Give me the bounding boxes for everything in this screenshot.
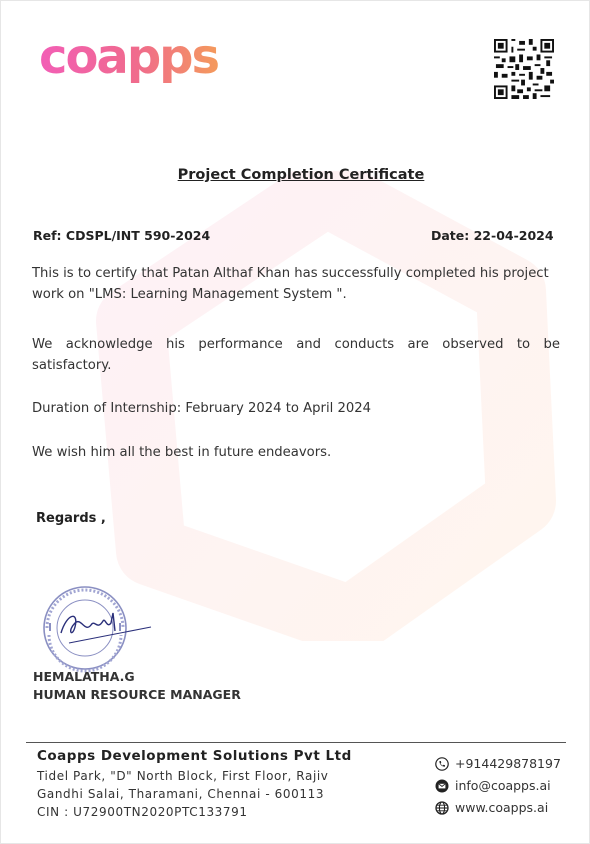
company-seal-and-signature [39, 583, 159, 673]
qr-code-icon [493, 39, 555, 99]
acknowledgement-paragraph: We acknowledge his performance and conducts are observed to be satisfactory. [32, 337, 560, 373]
address-line-1: Tidel Park, "D" North Block, First Floor, Rajiv [37, 769, 329, 783]
mail-icon [435, 779, 449, 793]
phone-number: +914429878197 [455, 756, 561, 771]
coapps-logo: coapps [39, 29, 219, 85]
certification-paragraph: This is to certify that Patan Althaf Khan has successfully completed his project work on "LMS: Learning Management System ". [32, 266, 549, 302]
contact-website [435, 800, 548, 815]
signatory-name: HEMALATHA.G [33, 669, 135, 684]
duration-paragraph: Duration of Internship: February 2024 to April 2024 [32, 401, 372, 416]
company-name: Coapps Development Solutions Pvt Ltd [37, 748, 352, 764]
contact-email [435, 778, 551, 793]
globe-icon [435, 801, 449, 815]
contact-phone [435, 756, 561, 771]
address-line-2: Gandhi Salai, Tharamani, Chennai - 600113 [37, 787, 325, 801]
signatory-role: HUMAN RESOURCE MANAGER [33, 687, 241, 702]
reference-number: Ref: CDSPL/INT 590-2024 [33, 228, 211, 243]
email-address[interactable]: info@coapps.ai [455, 778, 551, 793]
cin-number: CIN : U72900TN2020PTC133791 [37, 805, 248, 819]
certificate-date: Date: 22-04-2024 [431, 228, 554, 243]
website-url[interactable]: www.coapps.ai [455, 800, 549, 815]
certificate-title: Project Completion Certificate [177, 167, 425, 183]
phone-icon [435, 757, 449, 771]
regards-text: Regards , [36, 511, 106, 526]
footer-divider [26, 742, 566, 743]
wishes-paragraph: We wish him all the best in future endeavors. [32, 445, 332, 460]
